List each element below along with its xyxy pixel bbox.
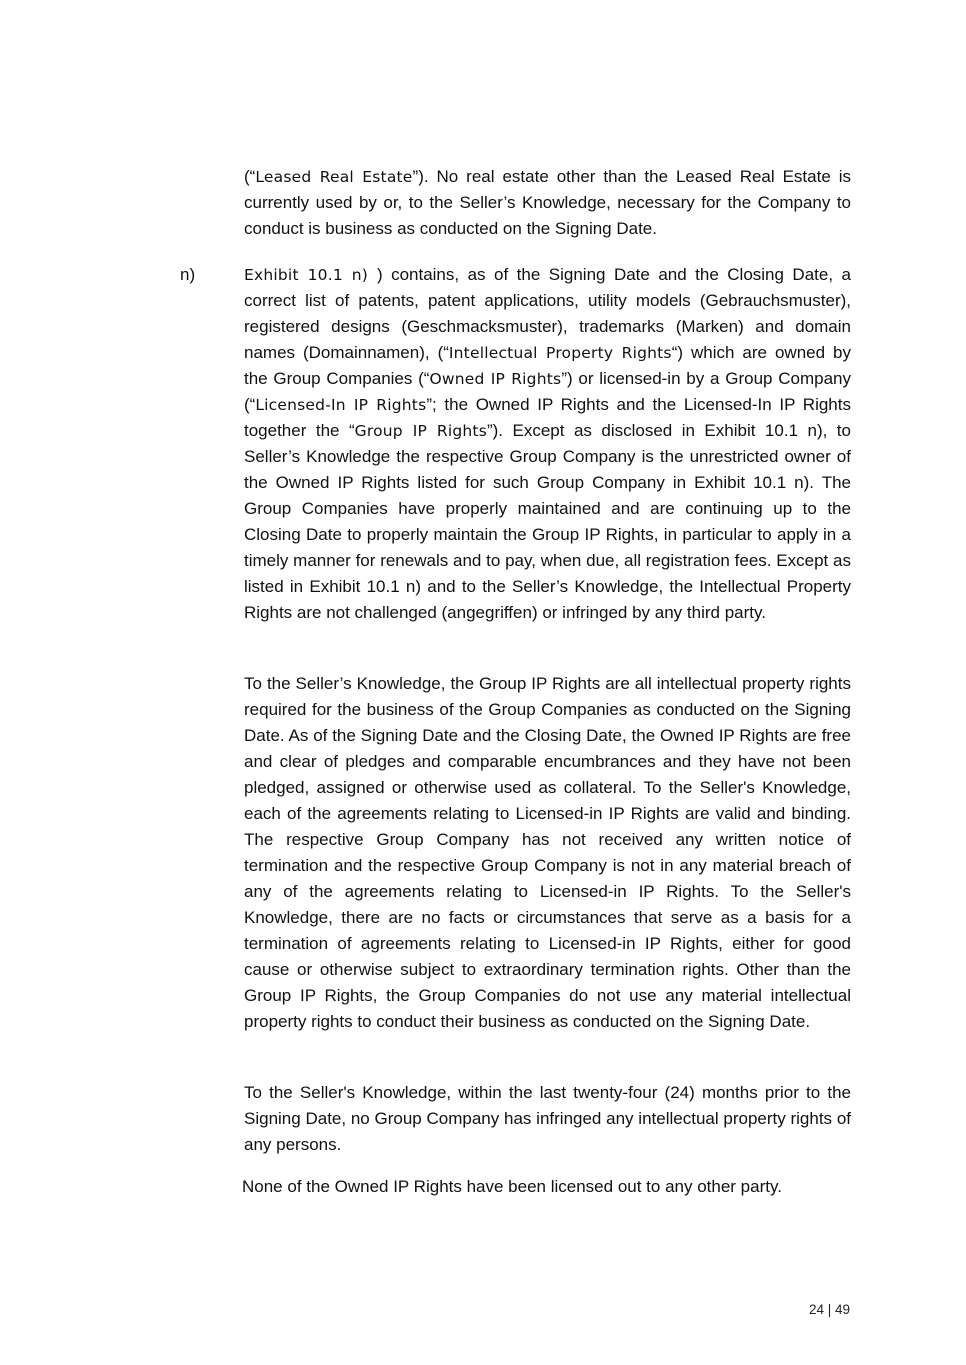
text-run: ”). Except as disclosed in Exhibit 10.1 n), to Seller’s Knowledge the respective Group Company is the unrestricted owner of the Owned IP Rights listed for such Group Company in Exhibit 10.1 n). The Group Companies have properly maintained and are continuing up to the Closing Date to properly maintain the Group IP Rights, in particular to apply in a timely manner for renewals and to pay, when due, all registration fees. Except as listed in Exhibit 10.1 n) and to the Seller’s Knowledge, the Intellectual Property Rights are not challenged (angegriffen) or infringed by any third party. <box>244 421 851 622</box>
paragraph-ip-rights-required: To the Seller’s Knowledge, the Group IP Rights are all intellectual property rights required for the business of the Group Companies as conducted on the Signing Date. As of the Signing Date and the Closing Date, the Owned IP Rights are free and clear of pledges and comparable encumbrances and they have not been pledged, assigned or otherwise used as collateral. To the Seller's Knowledge, each of the agreements relating to Licensed-in IP Rights are valid and binding. The respective Group Company has not received any written notice of termination and the respective Group Company is not in any material breach of any of the agreements relating to Licensed-in IP Rights. To the Seller's Knowledge, there are no facts or circumstances that serve as a basis for a termination of agreements relating to Licensed-in IP Rights, either for good cause or otherwise subject to extraordinary termination rights. Other than the Group IP Rights, the Group Companies do not use any material intellectual property rights to conduct their business as conducted on the Signing Date. <box>244 674 851 1031</box>
defined-term-owned-ip-rights: Owned IP Rights <box>429 370 562 388</box>
text-run: ”). No real estate other than the Leased Real Estate is currently used by or, to the Seller’s Knowledge, necessary for the Company to conduct is business as conducted on the Signing Date. <box>244 167 851 238</box>
defined-term-group-ip-rights: Group IP Rights <box>354 422 487 440</box>
paragraph-leased-real-estate <box>244 164 851 242</box>
text-run: ”; the Owned IP Rights and the Licensed-In IP Rights together the “ <box>244 395 851 440</box>
exhibit-reference: Exhibit 10.1 n) <box>244 266 377 284</box>
paragraph-item-n <box>244 262 851 626</box>
text-run: ”) or licensed-in by a Group Company (“ <box>244 369 851 414</box>
defined-term-intellectual-property-rights: Intellectual Property Rights <box>448 344 672 362</box>
defined-term-leased-real-estate: Leased Real Estate <box>255 168 413 186</box>
text-run: “) which are owned by the Group Companies (“ <box>244 343 851 388</box>
defined-term-licensed-in-ip-rights: Licensed-In IP Rights <box>255 396 427 414</box>
page-number: 24 | 49 <box>808 1302 850 1317</box>
paragraph-no-infringement: To the Seller's Knowledge, within the last twenty-four (24) months prior to the Signing Date, no Group Company has infringed any intellectual property rights of any persons. <box>244 1083 851 1154</box>
item-label-n: n) <box>180 265 196 284</box>
paragraph-licensed-out: None of the Owned IP Rights have been licensed out to any other party. <box>242 1177 782 1196</box>
text-run: ) contains, as of the Signing Date and the Closing Date, a correct list of patents, patent applications, utility models (Gebrauchsmuster), registered designs (Geschmacksmuster), trademarks (Marken) and domain names (Domainnamen), (“ <box>244 265 851 362</box>
text-run: (“ <box>244 167 256 186</box>
